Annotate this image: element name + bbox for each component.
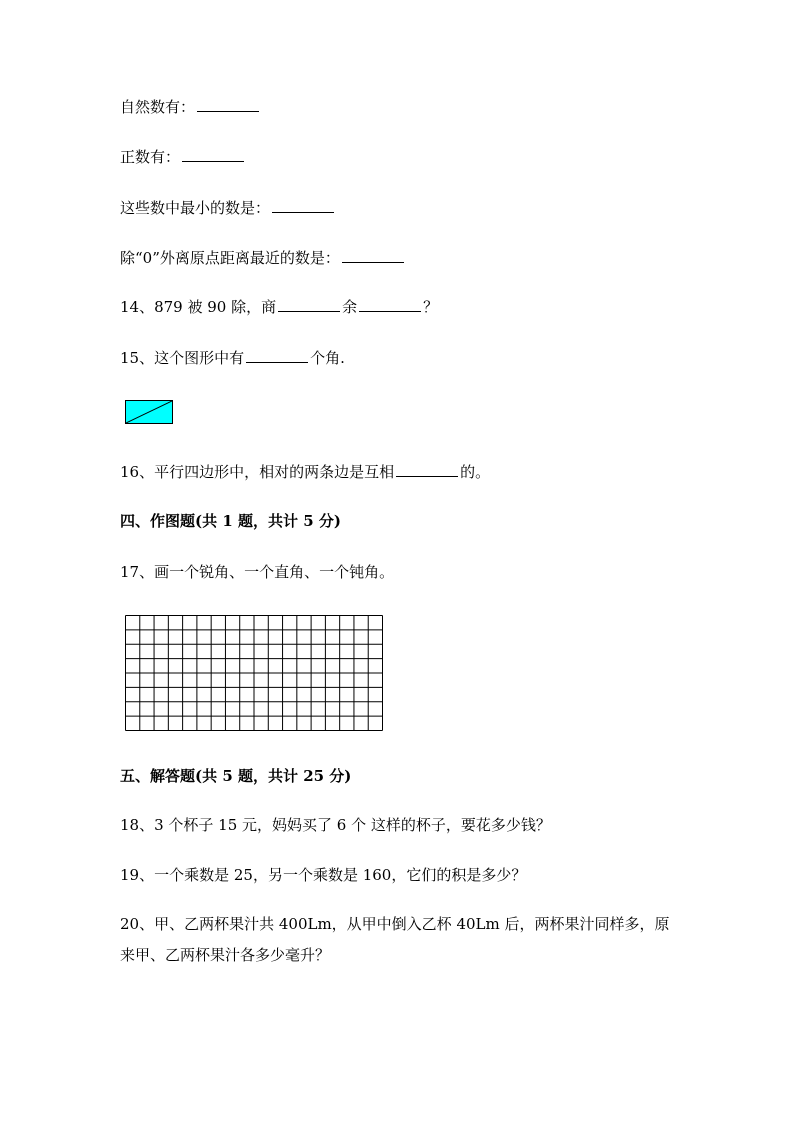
section-4-heading: 四、作图题(共 1 题，共计 5 分) [120,512,341,530]
positive-numbers-label: 正数有： [120,148,181,166]
question-18: 18、3 个杯子 15 元，妈妈买了 6 个 这样的杯子，要花多少钱？ [120,816,551,834]
q14-remainder-label: 余 [342,298,358,316]
q16-blank[interactable] [396,462,458,477]
q15-angles-blank[interactable] [246,348,308,363]
natural-numbers-label: 自然数有： [120,98,196,116]
q15-suffix: 个角. [310,349,345,367]
positive-numbers-line [120,147,246,167]
q14-text: 14、879 被 90 除，商 [120,298,277,316]
nearest-origin-line [120,248,406,268]
q16-text: 16、平行四边形中，相对的两条边是互相 [120,463,395,481]
q16-suffix: 的。 [460,463,491,481]
positive-numbers-blank[interactable] [182,147,244,162]
q14-quotient-blank[interactable] [278,297,340,312]
question-16 [120,462,490,482]
smallest-number-line [120,198,336,218]
section-5-heading: 五、解答题(共 5 题，共计 25 分) [120,767,352,785]
question-14 [120,297,438,317]
smallest-number-blank[interactable] [272,198,334,213]
q14-question-mark: ？ [423,298,439,316]
natural-numbers-line [120,97,261,117]
question-20-line-1: 20、甲、乙两杯果汁共 400Lm，从甲中倒入乙杯 40Lm 后，两杯果汁同样多，原 [120,915,670,933]
rectangle-with-diagonal-figure [125,400,173,424]
nearest-origin-label: 除“0”外离原点距离最近的数是： [120,249,340,267]
nearest-origin-blank[interactable] [342,248,404,263]
natural-numbers-blank[interactable] [197,97,259,112]
question-19: 19、一个乘数是 25，另一个乘数是 160，它们的积是多少？ [120,866,527,884]
question-20-line-2: 来甲、乙两杯果汁各多少毫升？ [120,946,331,964]
drawing-grid[interactable] [125,615,383,731]
q15-text: 15、这个图形中有 [120,349,245,367]
question-17: 17、画一个锐角、一个直角、一个钝角。 [120,563,395,581]
diagonal-line [126,401,172,423]
smallest-number-label: 这些数中最小的数是： [120,199,271,217]
q14-remainder-blank[interactable] [359,297,421,312]
question-15 [120,348,345,368]
